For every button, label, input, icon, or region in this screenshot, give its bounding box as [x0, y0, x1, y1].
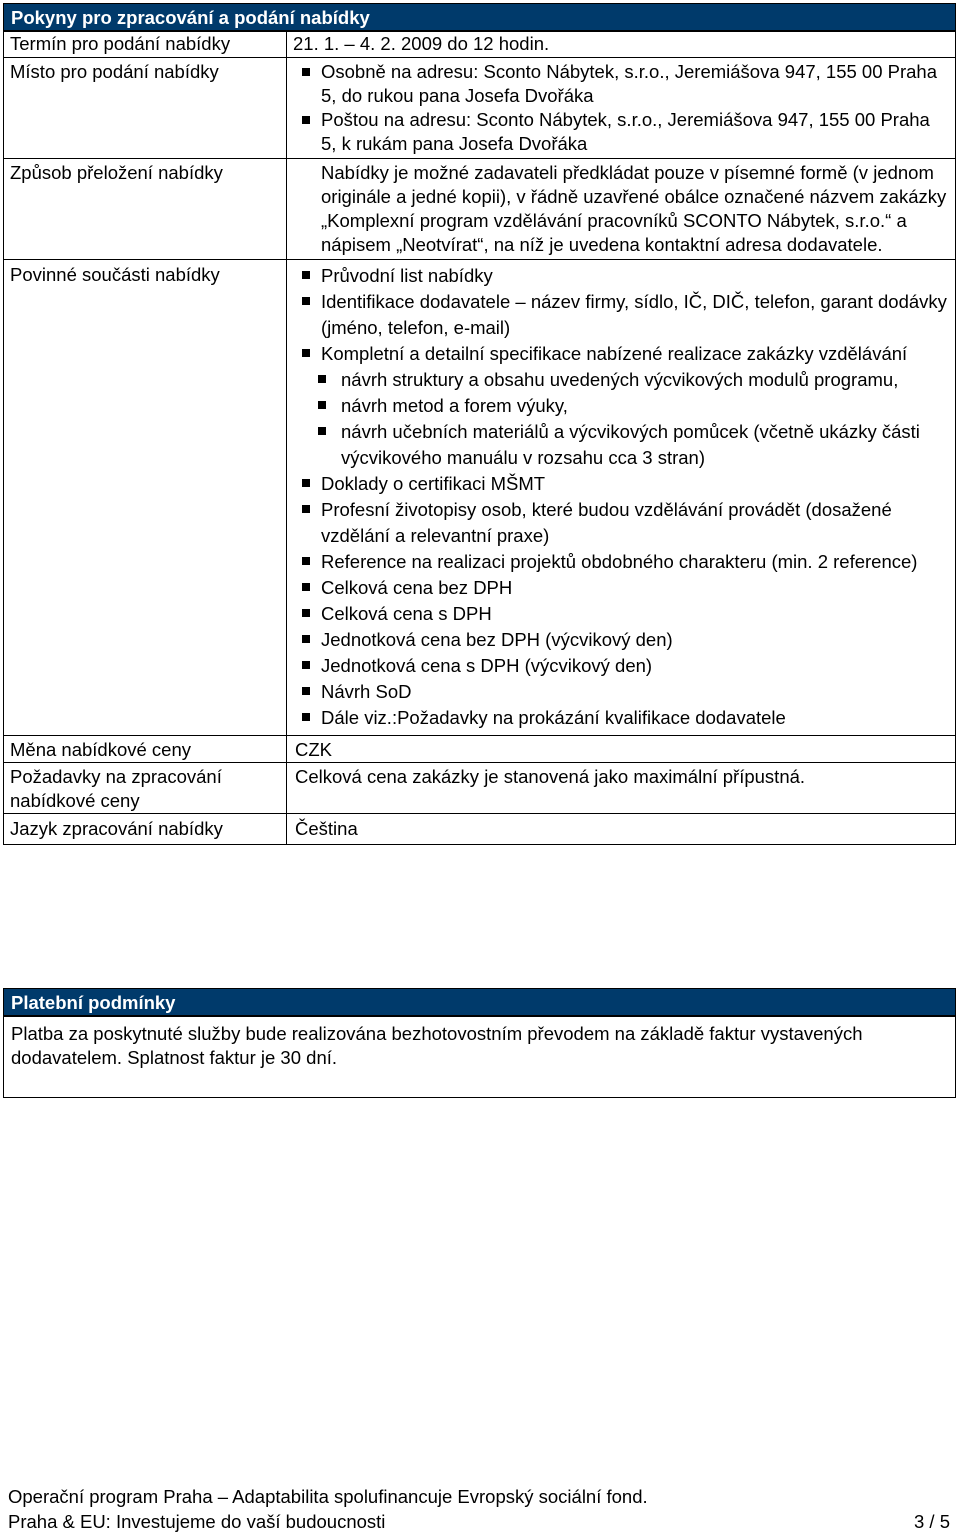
- instructions-table: [3, 31, 956, 845]
- list-item: Profesní životopisy osob, které budou vzdělávání provádět (dosažené vzdělání a relevantní praxe): [293, 497, 949, 549]
- list-item: Celková cena s DPH: [293, 601, 949, 627]
- value-mena: CZK: [287, 736, 956, 763]
- page-footer: [8, 1484, 950, 1534]
- footer-line-1: Operační program Praha – Adaptabilita spolufinancuje Evropský sociální fond.: [8, 1486, 648, 1507]
- list-item: Doklady o certifikaci MŠMT: [293, 471, 949, 497]
- label-pozadavky: Požadavky na zpracování nabídkové ceny: [4, 763, 287, 814]
- platebni-text: Platba za poskytnuté služby bude realizována bezhotovostním převodem na základě faktur vystavených dodavatelem. Splatnost faktur je 30 dní.: [3, 1016, 956, 1098]
- section-header-pokyny: [3, 3, 956, 31]
- list-item: Osobně na adresu: Sconto Nábytek, s.r.o., Jeremiášova 947, 155 00 Praha 5, do rukou pana Josefa Dvořáka: [293, 60, 949, 108]
- page-number: 3 / 5: [914, 1511, 950, 1532]
- row-pozadavky: [4, 763, 956, 814]
- row-termin: [4, 32, 956, 58]
- list-item: Dále viz.:Požadavky na prokázání kvalifikace dodavatele: [293, 705, 949, 731]
- misto-list: [293, 60, 949, 156]
- value-zpusob: Nabídky je možné zadavateli předkládat pouze v písemné formě (v jednom originále a jedné kopii), v řádně uzavřené obálce označené názvem zakázky „Komplexní program vzdělávání pracovníků SCONTO Nábytek, s.r.o.“ a nápisem „Neotvírat“, na níž je uvedena kontaktní adresa dodavatele.: [321, 162, 947, 255]
- row-soucasti: [4, 260, 956, 736]
- row-misto: [4, 58, 956, 159]
- row-jazyk: [4, 814, 956, 845]
- value-jazyk: Čeština: [287, 814, 956, 845]
- value-termin: 21. 1. – 4. 2. 2009 do 12 hodin.: [287, 32, 956, 58]
- label-zpusob: Způsob přeložení nabídky: [4, 159, 287, 260]
- label-jazyk: Jazyk zpracování nabídky: [4, 814, 287, 845]
- label-termin: Termín pro podání nabídky: [4, 32, 287, 58]
- label-mena: Měna nabídkové ceny: [4, 736, 287, 763]
- footer-line-2: Praha & EU: Investujeme do vaší budoucnosti: [8, 1511, 386, 1532]
- sub-list-item: návrh učebních materiálů a výcvikových pomůcek (včetně ukázky části výcvikového manuálu v rozsahu cca 3 stran): [303, 419, 949, 471]
- list-item: Kompletní a detailní specifikace nabízené realizace zakázky vzdělávání: [293, 341, 949, 367]
- label-soucasti: Povinné součásti nabídky: [4, 260, 287, 736]
- list-item: Jednotková cena bez DPH (výcvikový den): [293, 627, 949, 653]
- soucasti-list-2: [293, 471, 949, 731]
- soucasti-sublist: [303, 367, 949, 471]
- row-mena: [4, 736, 956, 763]
- soucasti-list: [293, 263, 949, 367]
- list-item: Identifikace dodavatele – název firmy, sídlo, IČ, DIČ, telefon, garant dodávky (jméno, telefon, e-mail): [293, 289, 949, 341]
- label-misto: Místo pro podání nabídky: [4, 58, 287, 159]
- list-item: Návrh SoD: [293, 679, 949, 705]
- sub-list-item: návrh struktury a obsahu uvedených výcvikových modulů programu,: [303, 367, 949, 393]
- list-item: Jednotková cena s DPH (výcvikový den): [293, 653, 949, 679]
- sub-list-item: návrh metod a forem výuky,: [303, 393, 949, 419]
- section-header-platebni: [3, 988, 956, 1016]
- section-title: Platební podmínky: [11, 992, 176, 1013]
- list-item: Průvodní list nabídky: [293, 263, 949, 289]
- list-item: Celková cena bez DPH: [293, 575, 949, 601]
- list-item: Reference na realizaci projektů obdobného charakteru (min. 2 reference): [293, 549, 949, 575]
- row-zpusob: [4, 159, 956, 260]
- section-title: Pokyny pro zpracování a podání nabídky: [11, 7, 370, 28]
- list-item: Poštou na adresu: Sconto Nábytek, s.r.o., Jeremiášova 947, 155 00 Praha 5, k rukám pana Josefa Dvořáka: [293, 108, 949, 156]
- value-pozadavky: Celková cena zakázky je stanovená jako maximální přípustná.: [287, 763, 956, 814]
